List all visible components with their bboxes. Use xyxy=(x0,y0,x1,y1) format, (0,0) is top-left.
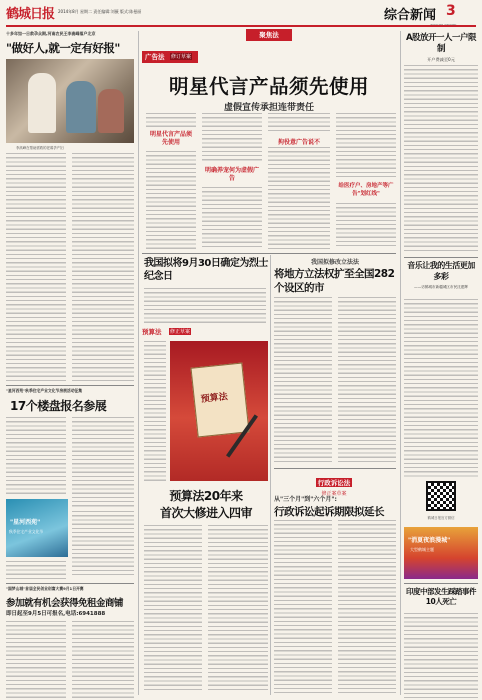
reform-headline: 将地方立法权扩至全国282个设区的市 xyxy=(274,268,395,294)
box3 xyxy=(268,113,330,249)
promo-title: "星河西苑" xyxy=(10,519,41,526)
admin-tag-label: 行政诉讼法 xyxy=(317,479,351,487)
qr-code xyxy=(426,481,456,511)
qr-label: 鹤城日报官方微信 xyxy=(427,516,455,520)
banner-sub: 大型鹤城主题 xyxy=(410,547,434,552)
admin-kicker: 从"三个月"到"六个月": xyxy=(274,496,337,503)
story2-body-col1b xyxy=(6,561,66,579)
masthead-rule xyxy=(6,25,476,27)
paper-name: 鹤城日报 xyxy=(6,7,55,22)
martyrs-body xyxy=(144,288,266,326)
ad-law-label: 广告法 xyxy=(145,53,165,61)
right-column xyxy=(404,31,478,695)
reform-body-col2 xyxy=(338,297,396,463)
banner-main: "消夏夜浪漫城" xyxy=(408,537,451,544)
right-subhead2: ——访鹤城市新疆城区市民沈建辉 xyxy=(414,285,468,289)
right-body1 xyxy=(404,65,478,253)
story2-kicker: "星河西苑"秋季住宅产业文化节房展活动征集 xyxy=(6,388,83,393)
admin-body xyxy=(274,520,332,693)
promo-banner xyxy=(6,499,68,557)
box3-title: 拘役意广告说不 xyxy=(277,139,320,146)
budget-book xyxy=(190,362,249,437)
box1 xyxy=(146,113,196,249)
admin-body-col2 xyxy=(338,520,396,693)
budget-body-col2 xyxy=(208,525,268,693)
right-headline3: 印度中部发生踩踏事件10人死亡 xyxy=(406,587,476,606)
main-headline: 明星代言产品须先使用 xyxy=(168,75,369,98)
story2-body xyxy=(6,417,66,497)
story2-body-col2b xyxy=(72,511,134,577)
right-body3 xyxy=(404,613,478,700)
center-main xyxy=(142,29,396,251)
main-subhead: 虚假宣传承担连带责任 xyxy=(223,103,314,113)
budget-tag-label: 预算法 xyxy=(142,328,162,336)
admin-story xyxy=(274,470,396,695)
admin-headline: 行政诉讼起诉期限拟延长 xyxy=(274,506,384,518)
box4-title: 给医疗户、房地产等广告"划红线" xyxy=(338,183,394,197)
story3-body-col2 xyxy=(72,621,134,700)
story3-headline: 参加就有机会获得免租金商铺 xyxy=(6,598,124,609)
story3-sub: 即日起至9月5日可报名,电话:6941888 xyxy=(6,611,106,617)
story1-kicker: 十多年如一日救孕众期,河南农民王李高峰落户北京 xyxy=(6,31,96,36)
budget-headline2: 首次大修进入四审 xyxy=(159,506,252,520)
box4 xyxy=(336,113,396,249)
story1-body xyxy=(6,153,66,381)
reform-body xyxy=(274,297,332,463)
budget-tag xyxy=(142,327,212,337)
story1-body-col2 xyxy=(72,153,134,381)
admin-tag xyxy=(294,470,374,497)
story2-body-col2 xyxy=(72,417,134,507)
right-subhead1: 开户费减至0元 xyxy=(427,57,455,62)
story2-headline: 17个楼盘报名参展 xyxy=(10,399,107,413)
right-headline1: A股放开一人一户限制 xyxy=(405,33,477,54)
right-headline2: 音乐让我的生活更加多彩 xyxy=(407,261,475,281)
budget-illustration xyxy=(170,341,268,481)
story3-body xyxy=(6,621,66,700)
right-body2 xyxy=(404,299,478,477)
budget-tag-label2: 修正草案 xyxy=(170,329,191,335)
event-banner xyxy=(404,527,478,579)
admin-tag-label2: 修正案草案 xyxy=(321,491,347,497)
budget-body xyxy=(144,525,202,693)
box2 xyxy=(202,113,262,249)
photo-caption: 李高峰在帮助需救的老弱孕产妇 xyxy=(16,146,64,150)
legislation-story xyxy=(274,255,396,465)
story1-headline: "做好人,就一定有好报" xyxy=(6,41,120,55)
section-title: 综合新闻 xyxy=(384,8,437,23)
date-line: 2014年8月 星期二 责任编辑:刘薇 版式:陈曼丽 xyxy=(58,9,142,14)
budget-story xyxy=(142,327,268,695)
story3-kicker: "国梦山城"首届全民创业创富大赛9月1日开赛 xyxy=(6,586,84,591)
story1-photo xyxy=(6,59,134,143)
left-column xyxy=(6,31,134,695)
reform-kicker: 我国拟修改立法法 xyxy=(310,259,359,266)
budget-stamp: 预算法 xyxy=(200,392,229,405)
ad-law-tag xyxy=(142,51,198,63)
box2-title: 明确养宠何为虚假广告 xyxy=(204,167,259,182)
top-tag: 聚焦法 xyxy=(246,29,292,41)
promo-sub: 秋季住宅产业文化节 xyxy=(9,529,44,534)
page-number: 3 xyxy=(446,3,456,19)
box1-title: 明星代言产品须先使用 xyxy=(149,131,192,146)
ad-law-label2: 修订草案 xyxy=(171,54,192,60)
martyrs-headline: 我国拟将9月30日确定为烈士纪念日 xyxy=(144,258,268,282)
budget-headline1: 预算法20年来 xyxy=(169,489,243,503)
